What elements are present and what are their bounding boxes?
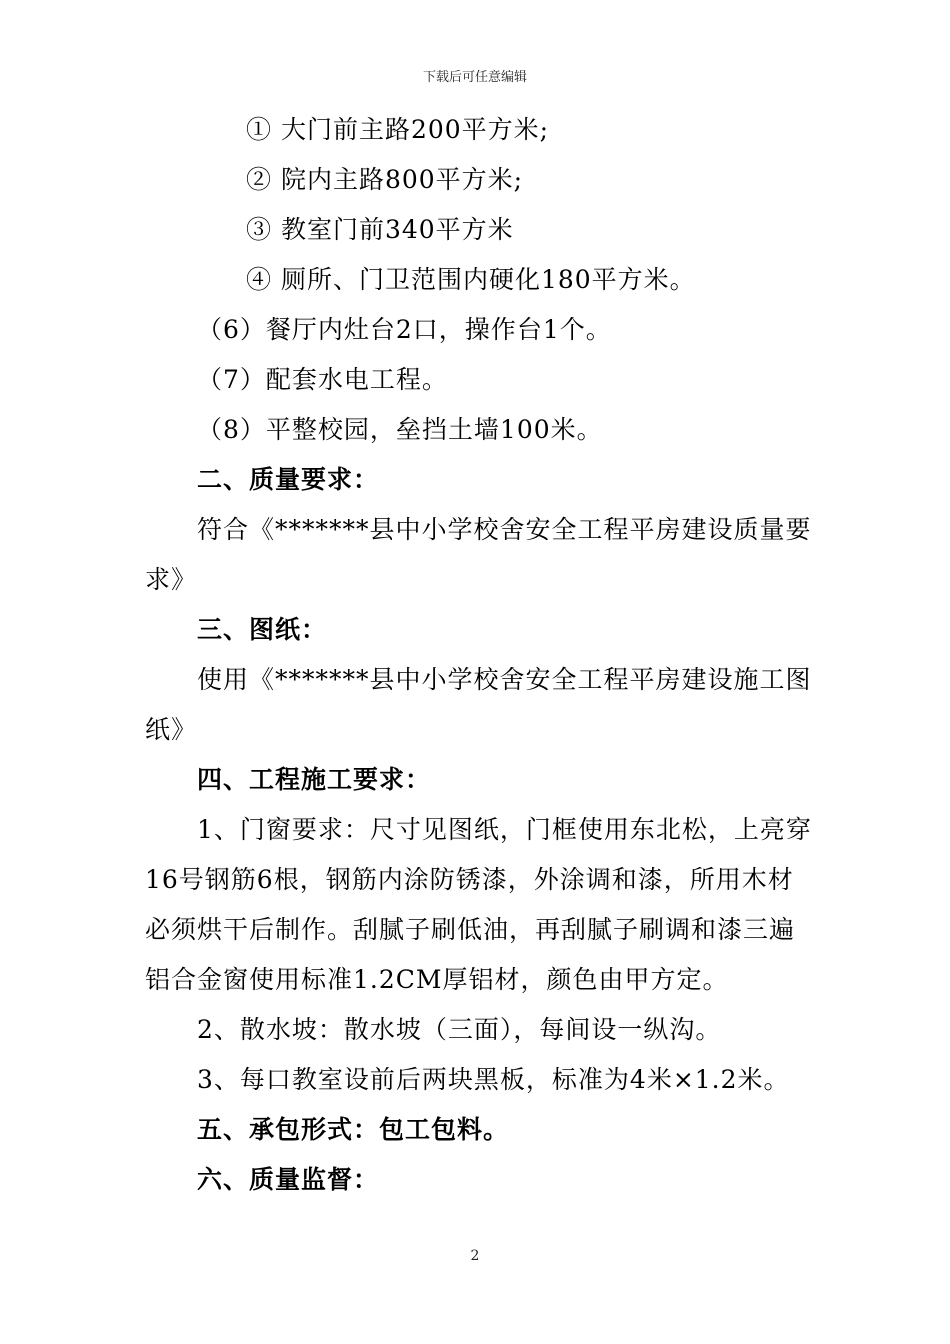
paragraph-line: 使用《*******县中小学校舍安全工程平房建设施工图 (197, 665, 812, 694)
page-number: 2 (470, 1248, 480, 1264)
list-item: ③ 教室门前340平方米 (246, 215, 514, 244)
paragraph-line: 纸》 (145, 715, 198, 744)
section-heading: 五、承包形式：包工包料。 (197, 1115, 510, 1144)
paragraph-line: 1、门窗要求：尺寸见图纸，门框使用东北松，上亮穿 (197, 815, 812, 844)
paragraph-line: 符合《*******县中小学校舍安全工程平房建设质量要 (197, 515, 812, 544)
list-item: （7）配套水电工程。 (197, 365, 448, 394)
paragraph-line: 必须烘干后制作。刮腻子刷低油，再刮腻子刷调和漆三遍 (145, 915, 796, 944)
paragraph-line: 3、每口教室设前后两块黑板，标准为4米×1.2米。 (197, 1065, 790, 1094)
section-heading: 三、图纸： (197, 615, 328, 644)
section-heading: 四、工程施工要求： (197, 765, 432, 794)
paragraph-line: 求》 (145, 565, 198, 594)
list-item: ② 院内主路800平方米; (246, 165, 524, 194)
list-item: （6）餐厅内灶台2口，操作台1个。 (197, 315, 612, 344)
list-item: ① 大门前主路200平方米; (246, 115, 550, 144)
section-heading: 二、质量要求： (197, 465, 380, 494)
paragraph-line: 铝合金窗使用标准1.2CM厚铝材，颜色由甲方定。 (145, 965, 729, 994)
paragraph-line: 16号钢筋6根，钢筋内涂防锈漆，外涂调和漆，所用木材 (145, 865, 794, 894)
list-item: （8）平整校园，垒挡土墙100米。 (197, 415, 603, 444)
page-header: 下载后可任意编辑 (422, 70, 527, 85)
paragraph-line: 2、散水坡：散水坡（三面），每间设一纵沟。 (197, 1015, 722, 1044)
list-item: ④ 厕所、门卫范围内硬化180平方米。 (246, 265, 696, 294)
section-heading: 六、质量监督： (197, 1165, 380, 1194)
